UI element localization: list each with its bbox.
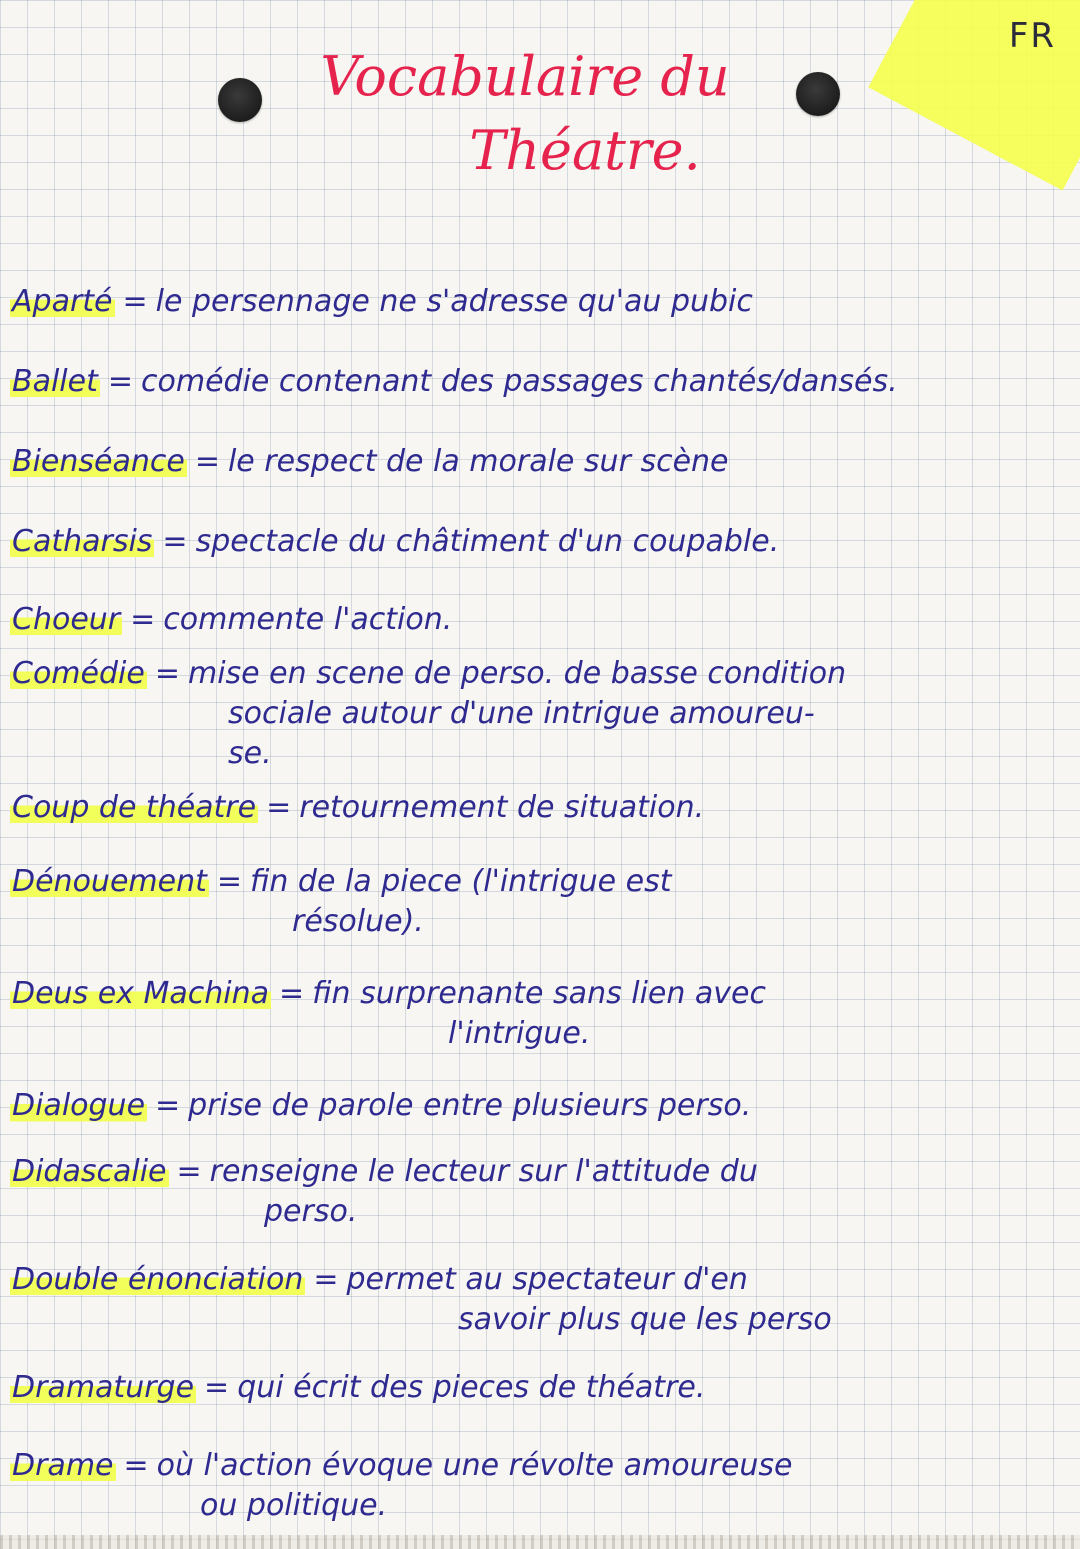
vocab-definition: où l'action évoque une révolte amoureuse (156, 1448, 793, 1483)
vocab-term: Coup de théatre (12, 790, 257, 825)
vocab-term: Catharsis (12, 524, 153, 559)
vocab-definition: qui écrit des pieces de théatre. (237, 1370, 706, 1405)
page-title (0, 40, 1080, 188)
vocab-term: Bienséance (12, 444, 185, 479)
vocab-term: Dramaturge (12, 1370, 195, 1405)
vocab-definition: prise de parole entre plusieurs perso. (188, 1088, 752, 1123)
vocab-definition: spectacle du châtiment d'un coupable. (195, 524, 780, 559)
vocab-term: Didascalie (12, 1154, 167, 1189)
vocab-separator: = (122, 284, 148, 319)
vocab-entry (10, 1446, 793, 1526)
vocab-definition-cont: savoir plus que les perso (458, 1302, 832, 1337)
vocab-entry (10, 282, 753, 322)
vocab-definition: le persennage ne s'adresse qu'au pubic (155, 284, 753, 319)
vocab-entry (10, 522, 779, 562)
vocab-definition: mise en scene de perso. de basse condition (187, 656, 847, 691)
vocab-separator: = (154, 656, 180, 691)
vocab-definition: fin surprenante sans lien avec (312, 976, 767, 1011)
vocab-definition-cont: sociale autour d'une intrigue amoureu- (228, 696, 815, 731)
vocab-term: Ballet (12, 364, 98, 399)
vocab-term: Drame (12, 1448, 114, 1483)
vocab-definition-cont: perso. (264, 1194, 358, 1229)
vocab-term: Choeur (12, 602, 121, 637)
vocab-definition-cont: ou politique. (200, 1488, 388, 1523)
vocab-entry (10, 1368, 705, 1408)
vocab-separator: = (216, 864, 242, 899)
vocab-term: Aparté (12, 284, 113, 319)
vocab-separator: = (107, 364, 133, 399)
vocab-entry (10, 1086, 751, 1126)
vocab-separator: = (194, 444, 220, 479)
vocab-term: Dénouement (12, 864, 207, 899)
vocab-separator: = (176, 1154, 202, 1189)
vocab-entry (10, 362, 898, 402)
vocab-definition-cont: l'intrigue. (448, 1016, 591, 1051)
vocab-separator: = (313, 1262, 339, 1297)
vocab-definition-cont: se. (228, 736, 272, 771)
vocab-term: Dialogue (12, 1088, 146, 1123)
title-line-1: Vocabulaire du (320, 45, 730, 108)
notebook-binding-edge (0, 1535, 1080, 1549)
vocab-entry (10, 1152, 758, 1232)
vocab-term: Double énonciation (12, 1262, 304, 1297)
vocab-definition: fin de la piece (l'intrigue est (250, 864, 672, 899)
vocab-term: Deus ex Machina (12, 976, 269, 1011)
subject-tag: FR (1008, 16, 1056, 56)
vocab-separator: = (279, 976, 305, 1011)
vocab-definition: le respect de la morale sur scène (227, 444, 729, 479)
vocab-separator: = (155, 1088, 181, 1123)
vocab-definition: renseigne le lecteur sur l'attitude du (209, 1154, 758, 1189)
vocab-entry (10, 862, 672, 942)
vocab-definition: retournement de situation. (299, 790, 705, 825)
vocab-entry (10, 1260, 832, 1340)
vocab-separator: = (162, 524, 188, 559)
vocab-entry (10, 974, 766, 1054)
title-line-2: Théatre. (469, 119, 701, 182)
vocab-entry (10, 442, 729, 482)
vocab-term: Comédie (12, 656, 145, 691)
vocab-definition: permet au spectateur d'en (346, 1262, 748, 1297)
vocab-entry (10, 600, 452, 640)
vocab-separator: = (130, 602, 156, 637)
vocab-definition-cont: résolue). (292, 904, 424, 939)
vocab-separator: = (204, 1370, 230, 1405)
vocab-definition: comédie contenant des passages chantés/dansés. (141, 364, 898, 399)
vocab-definition: commente l'action. (163, 602, 453, 637)
vocab-separator: = (266, 790, 292, 825)
vocab-entry (10, 654, 846, 774)
vocab-separator: = (123, 1448, 149, 1483)
vocab-entry (10, 788, 704, 828)
